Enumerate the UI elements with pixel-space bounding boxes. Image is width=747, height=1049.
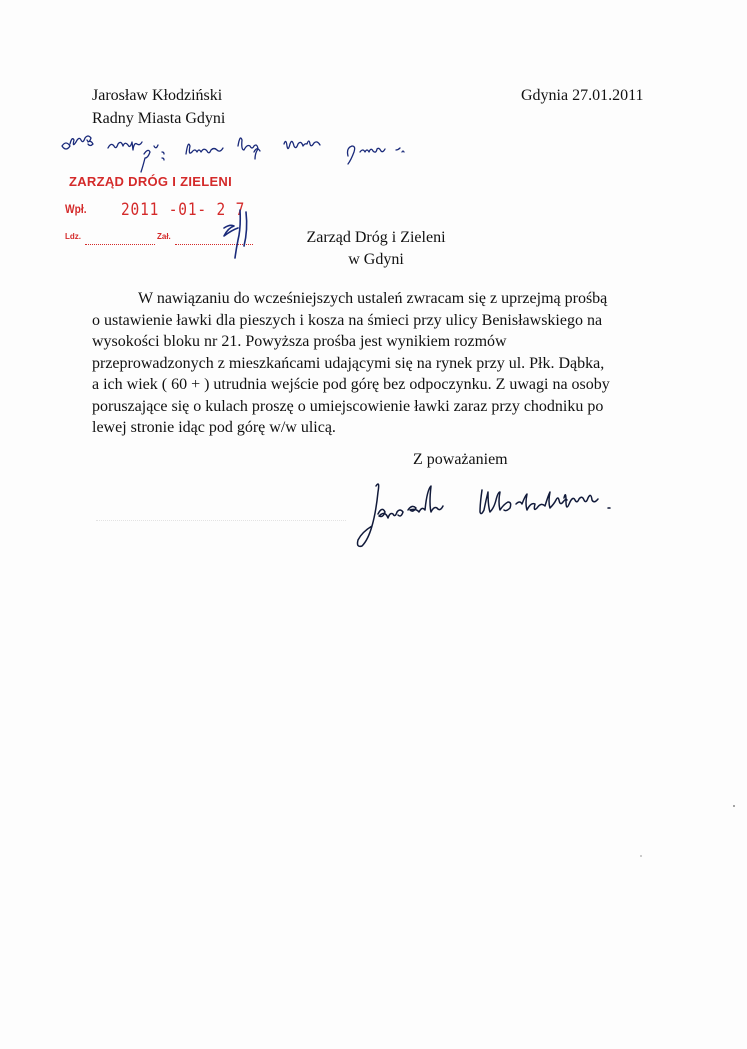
recipient-block bbox=[290, 227, 462, 271]
stamp-received-date: 2011 -01- 2 7 bbox=[121, 200, 246, 220]
sender-title: Radny Miasta Gdyni bbox=[92, 110, 226, 127]
body-line: wysokości bloku nr 21. Powyższa prośba jest wynikiem rozmów bbox=[92, 333, 507, 350]
faint-scan-line bbox=[96, 520, 346, 521]
sender-name: Jarosław Kłodziński bbox=[92, 87, 223, 104]
body-line: lewej stronie idąc pod górę w/w ulicą. bbox=[92, 419, 336, 436]
closing-salutation: Z poważaniem bbox=[413, 451, 508, 468]
recipient-line2: w Gdyni bbox=[348, 251, 404, 268]
letter-body bbox=[92, 288, 667, 439]
body-line: poruszające się o kulach proszę o umiejscowienie ławki zaraz przy chodniku po bbox=[92, 397, 604, 415]
stamp-ldz-dots bbox=[85, 244, 155, 245]
body-line: o ustawienie ławki dla pieszych i kosza na śmieci przy ulicy Benisławskiego na bbox=[92, 311, 603, 329]
scan-speck bbox=[733, 805, 735, 807]
letter-date: Gdynia 27.01.2011 bbox=[521, 87, 644, 104]
body-line: a ich wiek ( 60 + ) utrudnia wejście pod górę bez odpoczynku. Z uwagi na osoby bbox=[92, 376, 610, 393]
sender-block bbox=[92, 84, 225, 130]
body-line: W nawiązaniu do wcześniejszych ustaleń zwracam się z uprzejmą prośbą bbox=[138, 290, 608, 307]
stamp-received-label: Wpł. bbox=[65, 202, 87, 216]
stamp-organization: ZARZĄD DRÓG I ZIELENI bbox=[69, 174, 233, 189]
body-line: przeprowadzonych z mieszkańcami udającymi się na rynek przy ul. Płk. Dąbka, bbox=[92, 354, 605, 372]
stamp-zal-label: Zał. bbox=[157, 232, 171, 241]
scan-speck bbox=[640, 855, 642, 857]
stamp-ldz-label: Ldz. bbox=[65, 232, 81, 241]
recipient-line1: Zarząd Dróg i Zieleni bbox=[306, 229, 446, 246]
handwritten-initial bbox=[210, 200, 260, 262]
handwritten-signature bbox=[342, 478, 652, 550]
